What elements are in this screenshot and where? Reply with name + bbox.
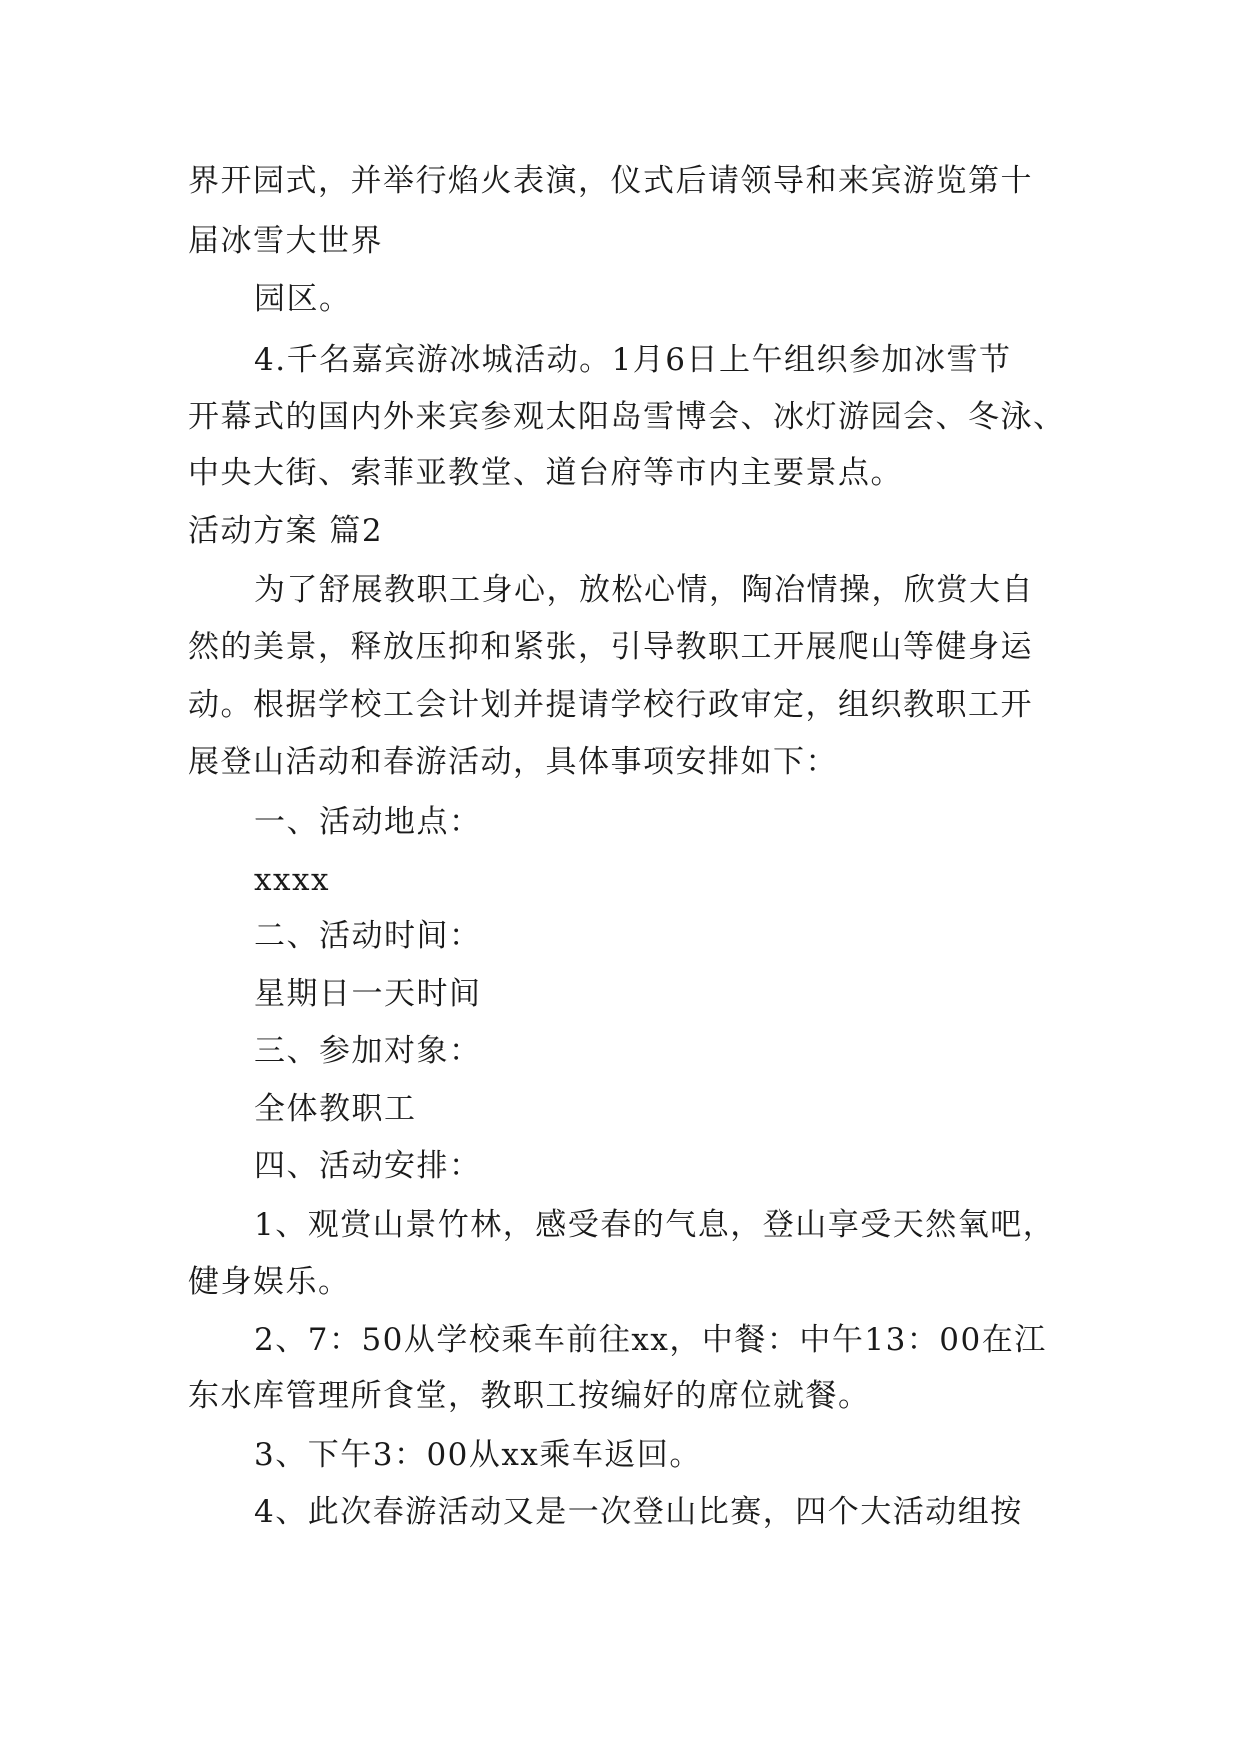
- list-value: 全体教职工: [254, 1091, 417, 1127]
- paragraph-line: 中央大街、索菲亚教堂、道台府等市内主要景点。: [188, 455, 903, 491]
- list-item: 3、下午3：00从xx乘车返回。: [254, 1437, 702, 1473]
- list-item: 健身娱乐。: [188, 1264, 351, 1300]
- paragraph-line: 然的美景，释放压抑和紧张，引导教职工开展爬山等健身运: [188, 629, 1033, 665]
- paragraph-line: 园区。: [254, 281, 352, 317]
- paragraph-line: 届冰雪大世界: [188, 223, 383, 259]
- list-value: xxxx: [254, 862, 330, 898]
- paragraph-line: 界开园式，并举行焰火表演，仪式后请领导和来宾游览第十: [188, 163, 1033, 199]
- paragraph-line: 动。根据学校工会计划并提请学校行政审定，组织教职工开: [188, 687, 1033, 723]
- paragraph-line: 开幕式的国内外来宾参观太阳岛雪博会、冰灯游园会、冬泳、: [188, 399, 1066, 435]
- paragraph-line: 4.千名嘉宾游冰城活动。1月6日上午组织参加冰雪节: [254, 342, 1012, 378]
- list-heading: 一、活动地点：: [254, 804, 482, 840]
- section-heading: 活动方案 篇2: [188, 513, 384, 549]
- list-item: 东水库管理所食堂，教职工按编好的席位就餐。: [188, 1378, 871, 1414]
- list-item: 1、观赏山景竹林，感受春的气息，登山享受天然氧吧，: [254, 1207, 1056, 1243]
- paragraph-line: 展登山活动和春游活动，具体事项安排如下：: [188, 744, 838, 780]
- list-heading: 三、参加对象：: [254, 1033, 482, 1069]
- list-heading: 四、活动安排：: [254, 1148, 482, 1184]
- paragraph-line: 为了舒展教职工身心，放松心情，陶冶情操，欣赏大自: [254, 572, 1034, 608]
- list-item: 2、7：50从学校乘车前往xx，中餐：中午13：00在江: [254, 1322, 1047, 1358]
- list-heading: 二、活动时间：: [254, 918, 482, 954]
- list-value: 星期日一天时间: [254, 976, 482, 1012]
- list-item: 4、此次春游活动又是一次登山比赛，四个大活动组按: [254, 1494, 1023, 1530]
